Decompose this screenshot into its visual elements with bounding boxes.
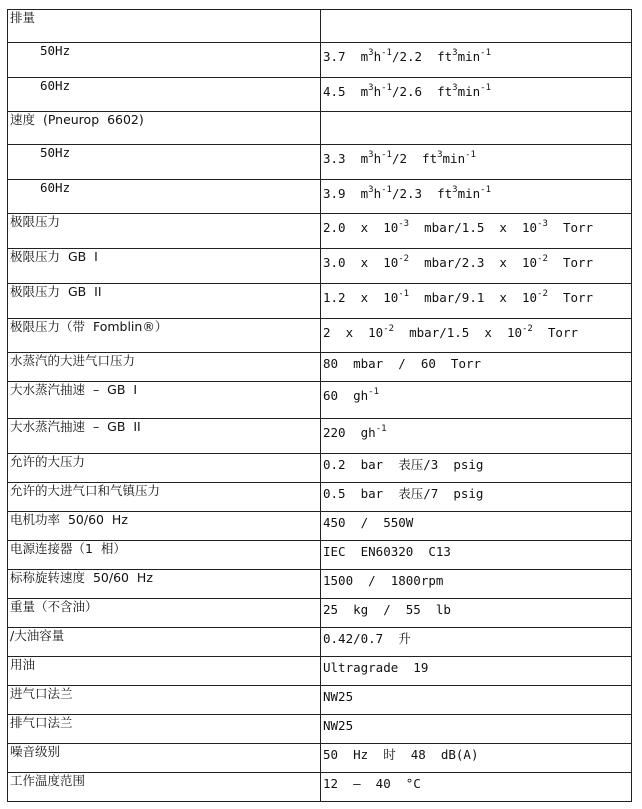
value-text: 25 kg / 55 lb <box>323 602 451 617</box>
value-superscript: 3 <box>437 150 443 160</box>
spec-label: 排气口法兰 <box>8 715 321 744</box>
value-text: 1500 / 1800rpm <box>323 573 444 588</box>
value-text: min <box>457 84 481 99</box>
value-text: 0.2 bar 表压/3 psig <box>323 457 484 472</box>
table-row <box>8 483 632 512</box>
value-superscript: 3 <box>368 83 374 93</box>
value-text: min <box>442 151 466 166</box>
spec-label: 大水蒸汽抽速 – GB II <box>8 419 321 454</box>
spec-label: 电机功率 50/60 Hz <box>8 512 321 541</box>
value-superscript: -1 <box>381 83 392 93</box>
value-superscript: -1 <box>368 387 379 397</box>
spec-value <box>321 773 632 802</box>
value-text: 12 – 40 °C <box>323 776 421 791</box>
spec-value <box>321 570 632 599</box>
spec-value <box>321 744 632 773</box>
table-row <box>8 570 632 599</box>
value-text: NW25 <box>323 718 354 733</box>
table-row <box>8 657 632 686</box>
spec-value <box>321 249 632 284</box>
value-text: 4.5 m <box>323 84 369 99</box>
value-text: 3.7 m <box>323 49 369 64</box>
spec-label: 大水蒸汽抽速 – GB I <box>8 382 321 419</box>
value-superscript: 3 <box>368 150 374 160</box>
spec-label: 允许的大压力 <box>8 454 321 483</box>
spec-label: 水蒸汽的大进气口压力 <box>8 353 321 382</box>
spec-label: 用油 <box>8 657 321 686</box>
spec-value <box>321 541 632 570</box>
value-text: h <box>373 49 382 64</box>
spec-label: 排量 <box>8 10 321 43</box>
value-text: 450 / 550W <box>323 515 414 530</box>
value-superscript: -2 <box>398 254 410 264</box>
value-text: /2 ft <box>391 151 438 166</box>
value-text: mbar/9.1 x 10 <box>409 290 538 305</box>
value-text: h <box>373 151 382 166</box>
table-row <box>8 78 632 112</box>
spec-value <box>321 43 632 78</box>
spec-label: 工作温度范围 <box>8 773 321 802</box>
table-row <box>8 10 632 43</box>
value-text: /2.2 ft <box>391 49 453 64</box>
value-text: mbar/1.5 x 10 <box>394 325 522 340</box>
value-superscript: 3 <box>368 185 374 195</box>
value-superscript: 3 <box>452 48 458 58</box>
value-text: Torr <box>532 325 578 340</box>
spec-label: 重量（不含油） <box>8 599 321 628</box>
table-row <box>8 284 632 319</box>
spec-label: 标称旋转速度 50/60 Hz <box>8 570 321 599</box>
spec-value <box>321 657 632 686</box>
value-text: mbar/1.5 x 10 <box>409 220 538 235</box>
value-text: 80 mbar / 60 Torr <box>323 356 482 371</box>
value-superscript: -3 <box>398 219 410 229</box>
spec-value <box>321 419 632 454</box>
spec-label: 极限压力 <box>8 214 321 249</box>
value-text: 3.0 x 10 <box>323 255 399 270</box>
spec-value <box>321 214 632 249</box>
table-row <box>8 214 632 249</box>
value-superscript: -3 <box>537 219 548 229</box>
value-superscript: -1 <box>480 48 492 58</box>
spec-value <box>321 180 632 214</box>
spec-value <box>321 10 632 43</box>
spec-value <box>321 599 632 628</box>
table-row <box>8 773 632 802</box>
spec-value <box>321 319 632 353</box>
table-row <box>8 112 632 145</box>
value-text: 2 x 10 <box>323 325 384 340</box>
value-superscript: -1 <box>375 424 387 434</box>
spec-value <box>321 284 632 319</box>
value-superscript: -2 <box>537 289 548 299</box>
spec-value <box>321 145 632 180</box>
spec-label: 60Hz <box>8 180 321 214</box>
value-superscript: -1 <box>381 185 392 195</box>
value-text: 1.2 x 10 <box>323 290 399 305</box>
spec-value <box>321 454 632 483</box>
spec-label: 电源连接器（1 相） <box>8 541 321 570</box>
spec-value <box>321 686 632 715</box>
value-superscript: -1 <box>398 289 410 299</box>
value-text: /2.6 ft <box>391 84 453 99</box>
value-text: 60 gh <box>323 388 369 403</box>
table-row <box>8 145 632 180</box>
spec-label: 极限压力 GB II <box>8 284 321 319</box>
value-text: Torr <box>547 290 594 305</box>
value-text: Torr <box>547 255 594 270</box>
table-row <box>8 419 632 454</box>
spec-label: 进气口法兰 <box>8 686 321 715</box>
value-superscript: -1 <box>480 83 492 93</box>
value-text: 220 gh <box>323 425 376 440</box>
spec-label: 速度 (Pneurop 6602) <box>8 112 321 145</box>
value-text: min <box>457 49 481 64</box>
spec-label: 噪音级别 <box>8 744 321 773</box>
spec-label: 极限压力 GB I <box>8 249 321 284</box>
table-row <box>8 454 632 483</box>
spec-table-body <box>8 10 632 802</box>
spec-table <box>7 9 632 802</box>
value-superscript: -2 <box>383 324 395 334</box>
spec-label: 极限压力（带 Fomblin®） <box>8 319 321 353</box>
table-row <box>8 180 632 214</box>
value-text: 0.42/0.7 升 <box>323 631 411 646</box>
value-text: mbar/2.3 x 10 <box>409 255 538 270</box>
value-superscript: -2 <box>522 324 533 334</box>
spec-value <box>321 715 632 744</box>
value-superscript: -1 <box>381 150 392 160</box>
value-text: Torr <box>547 220 594 235</box>
value-superscript: 3 <box>368 48 374 58</box>
value-text: h <box>373 186 382 201</box>
value-text: 3.9 m <box>323 186 369 201</box>
table-row <box>8 715 632 744</box>
table-row <box>8 249 632 284</box>
table-row <box>8 43 632 78</box>
value-superscript: 3 <box>452 185 458 195</box>
spec-label: /大油容量 <box>8 628 321 657</box>
spec-value <box>321 112 632 145</box>
spec-value <box>321 78 632 112</box>
table-row <box>8 319 632 353</box>
value-text: min <box>457 186 481 201</box>
spec-label: 50Hz <box>8 43 321 78</box>
table-row <box>8 382 632 419</box>
table-row <box>8 512 632 541</box>
value-text: Ultragrade 19 <box>323 660 429 675</box>
value-text: 2.0 x 10 <box>323 220 399 235</box>
spec-label: 允许的大进气口和气镇压力 <box>8 483 321 512</box>
value-superscript: -1 <box>480 185 492 195</box>
table-row <box>8 599 632 628</box>
value-text: NW25 <box>323 689 354 704</box>
value-superscript: -1 <box>465 150 476 160</box>
spec-label: 50Hz <box>8 145 321 180</box>
value-superscript: -2 <box>537 254 548 264</box>
value-text: /2.3 ft <box>391 186 453 201</box>
spec-value <box>321 382 632 419</box>
spec-value <box>321 628 632 657</box>
value-text: 50 Hz 时 48 dB(A) <box>323 747 479 762</box>
spec-value <box>321 483 632 512</box>
value-text: IEC EN60320 C13 <box>323 544 451 559</box>
value-text: 3.3 m <box>323 151 369 166</box>
value-superscript: 3 <box>452 83 458 93</box>
spec-label: 60Hz <box>8 78 321 112</box>
table-row <box>8 541 632 570</box>
spec-value <box>321 353 632 382</box>
table-row <box>8 744 632 773</box>
value-superscript: -1 <box>381 48 392 58</box>
table-row <box>8 353 632 382</box>
value-text: 0.5 bar 表压/7 psig <box>323 486 484 501</box>
spec-value <box>321 512 632 541</box>
value-text: h <box>373 84 382 99</box>
table-row <box>8 686 632 715</box>
table-row <box>8 628 632 657</box>
